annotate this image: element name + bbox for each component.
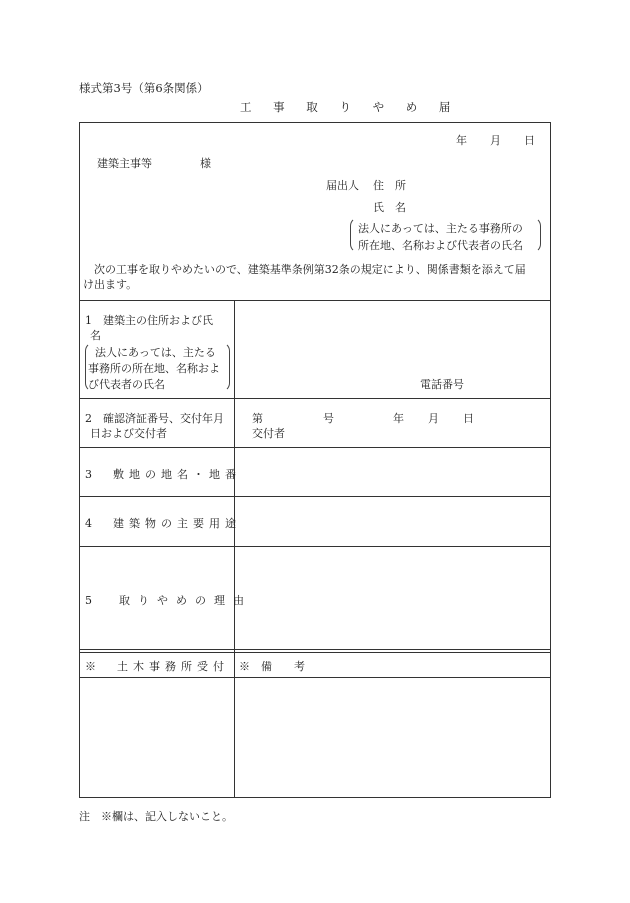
cert-dai: 第 — [252, 412, 263, 425]
cert-go: 号 — [323, 412, 334, 425]
row2-label-line1: 2 確認済証番号、交付年月 — [85, 412, 224, 425]
form-number: 様式第3号（第6条関係） — [79, 81, 209, 95]
row4-label: 4 建築物の主要用途 — [85, 517, 241, 530]
addressee-sama: 様 — [200, 157, 211, 170]
row1-label-line2: 名 — [90, 329, 101, 342]
cert-issuer: 交付者 — [252, 427, 285, 440]
footnote: 注 ※欄は、記入しないこと。 — [79, 810, 233, 823]
notifier-label: 届出人 — [326, 179, 359, 192]
remarks-label: ※ 備 考 — [239, 660, 305, 673]
row-divider — [80, 447, 550, 448]
statement-line2: け出ます。 — [83, 278, 138, 291]
row3-label: 3 敷地の地名・地番 — [85, 468, 241, 481]
corp-note-line2: 所在地、名称および代表者の氏名 — [358, 239, 523, 252]
corp-note-line1: 法人にあっては、主たる事務所の — [358, 222, 523, 235]
phone-label: 電話番号 — [420, 378, 464, 391]
date-month-label: 月 — [490, 134, 501, 147]
row1-label-line1: 1 建築主の住所および氏 — [85, 314, 213, 327]
row-divider — [80, 496, 550, 497]
cert-day: 日 — [463, 412, 474, 425]
column-divider — [234, 300, 235, 798]
form-table — [79, 122, 551, 798]
row1-note-line3: び代表者の氏名 — [88, 378, 165, 391]
date-day-label: 日 — [524, 134, 535, 147]
row-divider — [80, 677, 550, 678]
date-year-label: 年 — [456, 134, 467, 147]
statement-line1: 次の工事を取りやめたいので、建築基準条例第32条の規定により、関係書類を添えて届 — [94, 263, 526, 276]
row-divider — [80, 649, 550, 650]
row-divider-double — [80, 652, 550, 653]
address-label: 住 所 — [373, 179, 406, 192]
addressee-label: 建築主事等 — [97, 157, 152, 170]
office-reception-label: ※ 土木事務所受付 — [85, 660, 229, 673]
name-label: 氏 名 — [373, 201, 406, 214]
row1-note-line2: 事務所の所在地、名称およ — [88, 362, 220, 375]
cert-year: 年 — [393, 412, 404, 425]
page-title: 工 事 取 り や め 届 — [240, 100, 460, 114]
row2-label-line2: 日および交付者 — [90, 427, 167, 440]
row-divider — [80, 300, 550, 301]
row1-note-line1: 法人にあっては、主たる — [95, 346, 216, 359]
row5-label: 5 取りやめの理由 — [85, 594, 252, 607]
cert-month: 月 — [428, 412, 439, 425]
row-divider — [80, 398, 550, 399]
row-divider — [80, 546, 550, 547]
